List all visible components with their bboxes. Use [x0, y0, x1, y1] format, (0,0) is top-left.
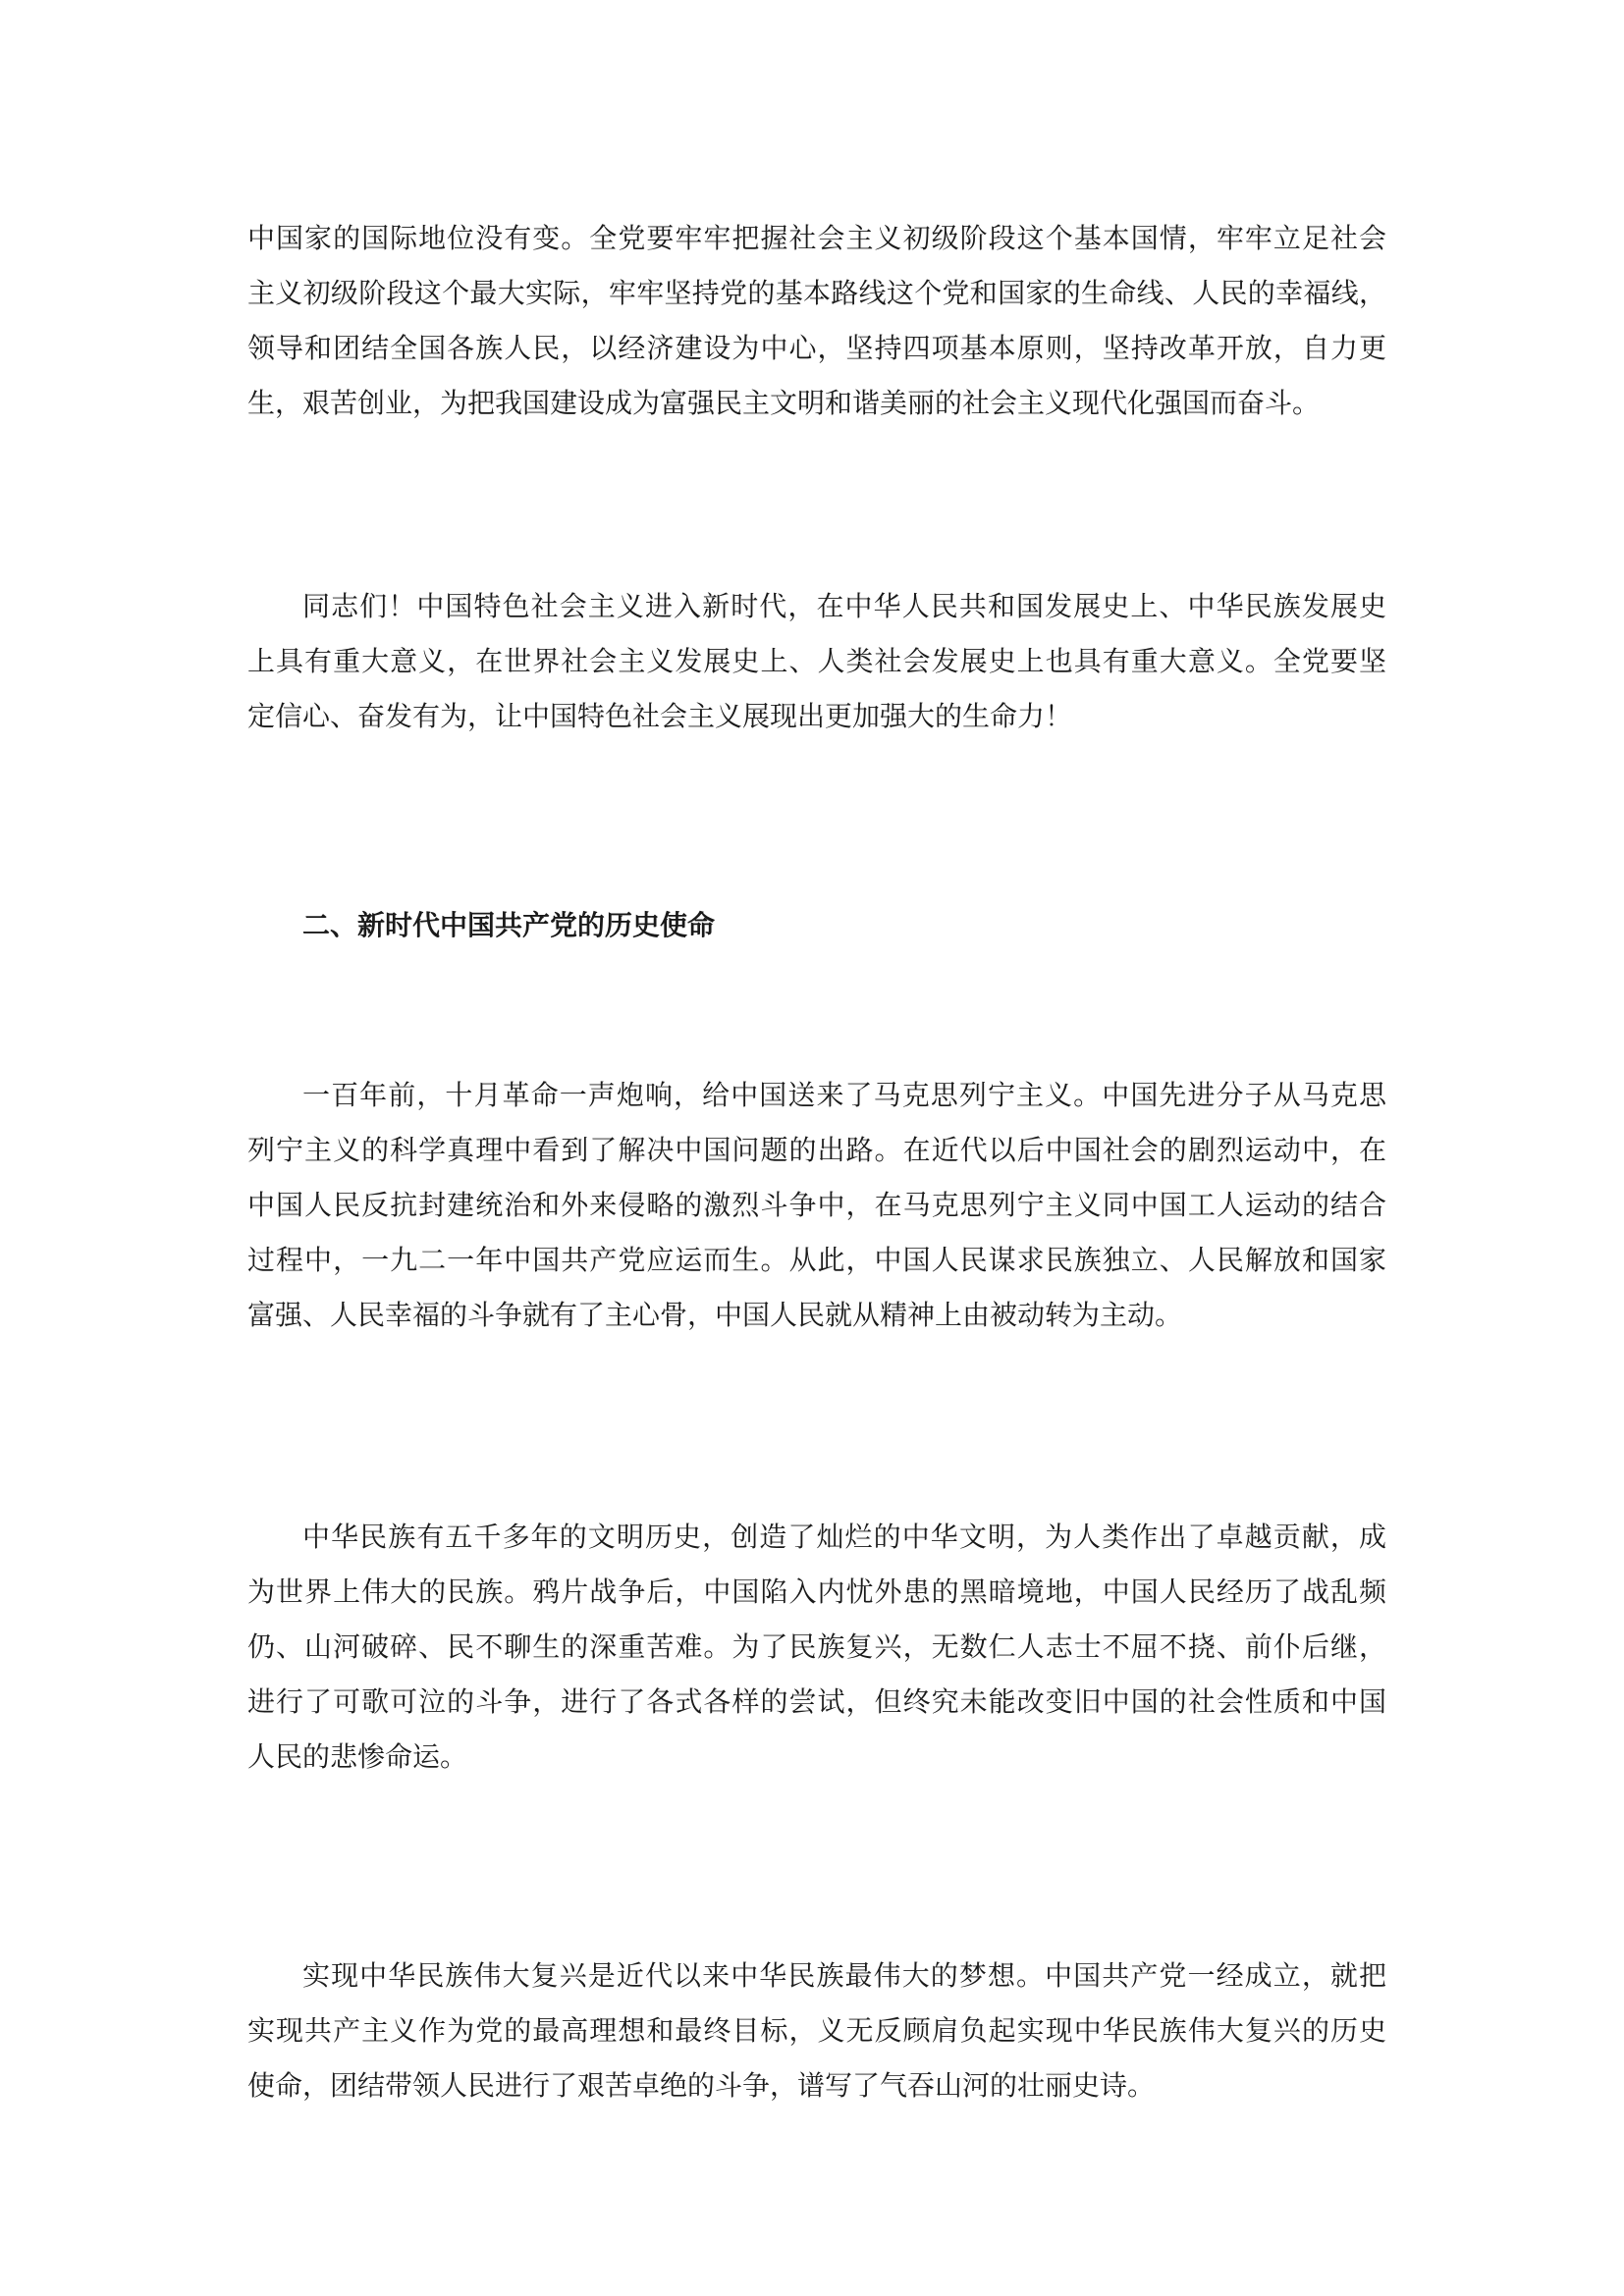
text-line: 一百年前，十月革命一声炮响，给中国送来了马克思列宁主义。中国先进分子从马克思: [302, 1079, 1386, 1111]
text-line: 上具有重大意义，在世界社会主义发展史上、人类社会发展史上也具有重大意义。全党要坚: [247, 645, 1386, 677]
text-line: 主义初级阶段这个最大实际，牢牢坚持党的基本路线这个党和国家的生命线、人民的幸福线，: [247, 277, 1386, 309]
text-line: 为世界上伟大的民族。鸦片战争后，中国陷入内忧外患的黑暗境地，中国人民经历了战乱频: [247, 1575, 1386, 1608]
text-line: 使命，团结带领人民进行了艰苦卓绝的斗争，谱写了气吞山河的壮丽史诗。: [247, 2069, 1156, 2102]
text-line: 同志们！中国特色社会主义进入新时代，在中华人民共和国发展史上、中华民族发展史: [302, 590, 1386, 622]
paragraph-5: [247, 1949, 1386, 2113]
text-line: 列宁主义的科学真理中看到了解决中国问题的出路。在近代以后中国社会的剧烈运动中，在: [247, 1134, 1386, 1166]
text-line: 中国家的国际地位没有变。全党要牢牢把握社会主义初级阶段这个基本国情，牢牢立足社会: [247, 222, 1386, 254]
text-line: 富强、人民幸福的斗争就有了主心骨，中国人民就从精神上由被动转为主动。: [247, 1299, 1183, 1331]
text-line: 过程中，一九二一年中国共产党应运而生。从此，中国人民谋求民族独立、人民解放和国家: [247, 1244, 1386, 1276]
text-line: 仍、山河破碎、民不聊生的深重苦难。为了民族复兴，无数仁人志士不屈不挠、前仆后继，: [247, 1630, 1386, 1663]
paragraph-3: [247, 1068, 1386, 1343]
text-line: 人民的悲惨命运。: [247, 1740, 468, 1773]
text-line: 生，艰苦创业，为把我国建设成为富强民主文明和谐美丽的社会主义现代化强国而奋斗。: [247, 387, 1321, 419]
text-line: 领导和团结全国各族人民，以经济建设为中心，坚持四项基本原则，坚持改革开放，自力更: [247, 332, 1386, 364]
text-line: 实现共产主义作为党的最高理想和最终目标，义无反顾肩负起实现中华民族伟大复兴的历史: [247, 2014, 1386, 2047]
paragraph-1: [247, 211, 1386, 431]
section-heading: 二、新时代中国共产党的历史使命: [302, 909, 716, 941]
text-line: 定信心、奋发有为，让中国特色社会主义展现出更加强大的生命力！: [247, 700, 1073, 732]
text-line: 实现中华民族伟大复兴是近代以来中华民族最伟大的梦想。中国共产党一经成立，就把: [302, 1959, 1386, 1992]
text-line: 中国人民反抗封建统治和外来侵略的激烈斗争中，在马克思列宁主义同中国工人运动的结合: [247, 1189, 1386, 1221]
text-line: 进行了可歌可泣的斗争，进行了各式各样的尝试，但终究未能改变旧中国的社会性质和中国: [247, 1685, 1386, 1718]
paragraph-2: [247, 579, 1386, 744]
paragraph-4: [247, 1510, 1386, 1785]
text-line: 中华民族有五千多年的文明历史，创造了灿烂的中华文明，为人类作出了卓越贡献，成: [302, 1521, 1386, 1553]
